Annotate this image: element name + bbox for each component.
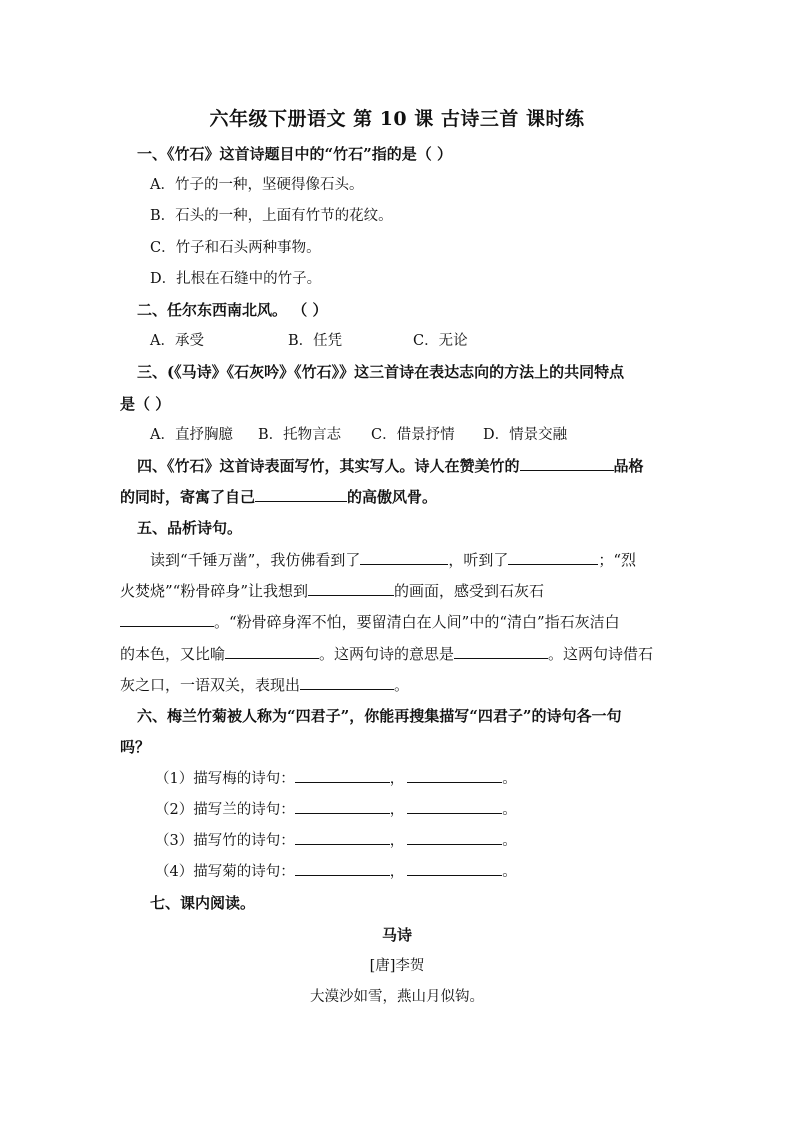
q6-blank-4a[interactable] [295,861,390,876]
q5-blank-2[interactable] [508,550,598,565]
q3-option-b: B．托物言志 [258,427,342,443]
page-title: 六年级下册语文 第 10 课 古诗三首 课时练 [209,108,585,130]
q5-para-line5 [120,674,409,696]
poem-author: [唐]李贺 [369,958,425,974]
q5-para-line4 [120,643,653,665]
q5-text-2: ，听到了 [448,551,509,569]
q1-option-c: C．竹子和石头两种事物。 [150,240,321,256]
q5-blank-7[interactable] [300,675,394,690]
q3-option-a: A．直抒胸臆 [150,427,233,443]
q6-blank-3b[interactable] [407,830,502,845]
q6-comma: ， [389,771,405,787]
q4-blank-2[interactable] [255,487,347,502]
q4-line1-text: 四、《竹石》这首诗表面写竹，其实写人。诗人在赞美竹的 [137,457,520,475]
q6-item-2-label: （2）描写兰的诗句： [155,802,295,818]
q4-line2 [120,486,437,508]
q6-item-1 [155,768,517,790]
q6-stem-line1: 六、梅兰竹菊被人称为“四君子”，你能再搜集描写“四君子”的诗句各一句 [137,707,622,725]
q2-option-c: C．无论 [413,333,468,349]
q5-text-7: 的本色，又比喻 [120,645,226,663]
q6-period: 。 [502,864,517,880]
q2-stem: 二、任尔东西南北风。 （ ） [137,301,328,319]
q6-blank-2b[interactable] [407,799,502,814]
q6-item-4 [155,861,517,883]
q2-option-a: A．承受 [150,333,204,349]
q5-text-10: 灰之口，一语双关，表现出 [120,676,301,694]
q5-text-1: 读到“千锤万凿”，我仿佛看到了 [150,551,361,569]
q6-blank-3a[interactable] [295,830,390,845]
q5-text-6: 。“粉骨碎身浑不怕，要留清白在人间”中的“清白”指石灰洁白 [214,613,620,631]
q5-para-line3 [120,611,620,633]
q1-option-d: D．扎根在石缝中的竹子。 [150,271,322,287]
q3-option-c: C．借景抒情 [371,427,455,443]
poem-title: 马诗 [381,926,412,944]
q6-blank-1b[interactable] [407,768,502,783]
q5-text-9: 。这两句诗借石 [548,645,654,663]
poem-line-1: 大漠沙如雪，燕山月似钩。 [310,989,484,1005]
q5-text-3: ；“烈 [598,551,637,569]
q3-stem-line2: 是（ ） [120,395,171,413]
q6-item-3-label: （3）描写竹的诗句： [155,833,295,849]
q5-para-line1 [150,549,636,571]
q4-blank-1[interactable] [520,456,614,471]
q6-stem-line2: 吗？ [120,738,151,756]
q6-blank-4b[interactable] [407,861,502,876]
q6-period: 。 [502,833,517,849]
q4-line2-end: 的高傲风骨。 [347,488,438,506]
q5-para-line2 [120,580,544,602]
q5-blank-4[interactable] [120,612,214,627]
q4-line1-end: 品格 [613,457,644,475]
q5-blank-6[interactable] [454,644,548,659]
q5-text-5: 的画面，感受到石灰石 [394,582,545,600]
q6-comma: ， [389,833,405,849]
q5-blank-1[interactable] [360,550,448,565]
q5-blank-3[interactable] [308,581,394,596]
q6-blank-1a[interactable] [295,768,390,783]
q6-comma: ， [389,864,405,880]
q6-period: 。 [502,802,517,818]
q6-item-2 [155,799,517,821]
q5-text-11: 。 [394,676,410,694]
q7-stem: 七、课内阅读。 [150,894,256,912]
q4-line1 [137,455,644,477]
q1-option-b: B．石头的一种，上面有竹节的花纹。 [150,208,393,224]
q1-option-a: A．竹子的一种，坚硬得像石头。 [150,177,364,193]
q6-item-1-label: （1）描写梅的诗句： [155,771,295,787]
q6-comma: ， [389,802,405,818]
q3-option-d: D．情景交融 [483,427,568,443]
q2-option-b: B．任凭 [288,333,343,349]
q6-item-3 [155,830,517,852]
q6-item-4-label: （4）描写菊的诗句： [155,864,295,880]
q5-text-8: 。这两句诗的意思是 [319,645,455,663]
q5-text-4: 火焚烧”“粉骨碎身”让我想到 [120,582,309,600]
q6-blank-2a[interactable] [295,799,390,814]
q4-line2-text: 的同时，寄寓了自己 [120,488,256,506]
q5-blank-5[interactable] [225,644,319,659]
q5-stem: 五、品析诗句。 [137,519,243,537]
q6-period: 。 [502,771,517,787]
q3-stem-line1: 三、(《马诗》《石灰吟》《竹石》》这三首诗在表达志向的方法上的共同特点 [137,363,625,381]
q1-stem: 一、《竹石》这首诗题目中的“竹石”指的是（ ） [137,145,452,163]
